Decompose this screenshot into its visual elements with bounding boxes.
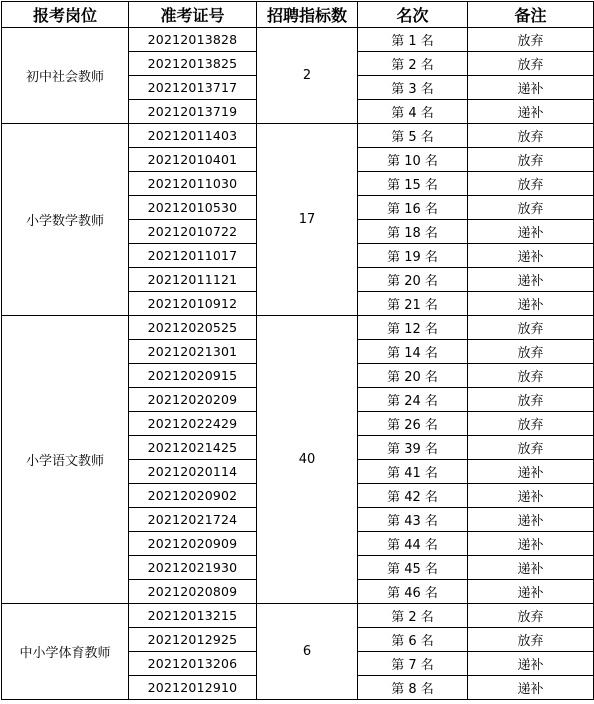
remark-cell: 递补 bbox=[468, 556, 594, 580]
rank-cell: 第 14 名 bbox=[358, 340, 468, 364]
rank-cell: 第 41 名 bbox=[358, 460, 468, 484]
table-row bbox=[2, 316, 594, 340]
rank-cell: 第 2 名 bbox=[358, 52, 468, 76]
exam-no-cell: 20212021425 bbox=[129, 436, 257, 460]
remark-cell: 递补 bbox=[468, 220, 594, 244]
rank-cell: 第 4 名 bbox=[358, 100, 468, 124]
exam-no-cell: 20212013719 bbox=[129, 100, 257, 124]
remark-cell: 放弃 bbox=[468, 172, 594, 196]
exam-no-cell: 20212020902 bbox=[129, 484, 257, 508]
rank-cell: 第 8 名 bbox=[358, 676, 468, 700]
rank-cell: 第 43 名 bbox=[358, 508, 468, 532]
rank-cell: 第 2 名 bbox=[358, 604, 468, 628]
table-body bbox=[2, 28, 594, 700]
exam-no-cell: 20212013206 bbox=[129, 652, 257, 676]
exam-no-cell: 20212013717 bbox=[129, 76, 257, 100]
remark-cell: 放弃 bbox=[468, 196, 594, 220]
quota-cell: 40 bbox=[257, 316, 358, 604]
rank-cell: 第 44 名 bbox=[358, 532, 468, 556]
exam-no-cell: 20212011403 bbox=[129, 124, 257, 148]
header-quota: 招聘指标数 bbox=[257, 2, 358, 28]
exam-no-cell: 20212011030 bbox=[129, 172, 257, 196]
remark-cell: 递补 bbox=[468, 76, 594, 100]
remark-cell: 放弃 bbox=[468, 628, 594, 652]
exam-no-cell: 20212020915 bbox=[129, 364, 257, 388]
rank-cell: 第 45 名 bbox=[358, 556, 468, 580]
position-cell: 初中社会教师 bbox=[2, 28, 129, 124]
exam-no-cell: 20212010722 bbox=[129, 220, 257, 244]
header-position: 报考岗位 bbox=[2, 2, 129, 28]
header-row bbox=[2, 2, 594, 28]
rank-cell: 第 6 名 bbox=[358, 628, 468, 652]
quota-cell: 6 bbox=[257, 604, 358, 700]
remark-cell: 递补 bbox=[468, 100, 594, 124]
remark-cell: 递补 bbox=[468, 676, 594, 700]
rank-cell: 第 5 名 bbox=[358, 124, 468, 148]
exam-no-cell: 20212013828 bbox=[129, 28, 257, 52]
exam-no-cell: 20212021930 bbox=[129, 556, 257, 580]
rank-cell: 第 39 名 bbox=[358, 436, 468, 460]
exam-no-cell: 20212012910 bbox=[129, 676, 257, 700]
remark-cell: 放弃 bbox=[468, 412, 594, 436]
remark-cell: 递补 bbox=[468, 532, 594, 556]
remark-cell: 放弃 bbox=[468, 604, 594, 628]
header-exam-no: 准考证号 bbox=[129, 2, 257, 28]
table-row bbox=[2, 124, 594, 148]
rank-cell: 第 18 名 bbox=[358, 220, 468, 244]
exam-no-cell: 20212010401 bbox=[129, 148, 257, 172]
remark-cell: 放弃 bbox=[468, 388, 594, 412]
rank-cell: 第 20 名 bbox=[358, 268, 468, 292]
position-cell: 中小学体育教师 bbox=[2, 604, 129, 700]
remark-cell: 放弃 bbox=[468, 28, 594, 52]
quota-cell: 17 bbox=[257, 124, 358, 316]
exam-no-cell: 20212021301 bbox=[129, 340, 257, 364]
position-cell: 小学数学教师 bbox=[2, 124, 129, 316]
remark-cell: 放弃 bbox=[468, 316, 594, 340]
rank-cell: 第 3 名 bbox=[358, 76, 468, 100]
table-row bbox=[2, 604, 594, 628]
remark-cell: 放弃 bbox=[468, 364, 594, 388]
remark-cell: 放弃 bbox=[468, 340, 594, 364]
rank-cell: 第 46 名 bbox=[358, 580, 468, 604]
remark-cell: 放弃 bbox=[468, 148, 594, 172]
remark-cell: 递补 bbox=[468, 460, 594, 484]
remark-cell: 递补 bbox=[468, 508, 594, 532]
rank-cell: 第 15 名 bbox=[358, 172, 468, 196]
table-row bbox=[2, 28, 594, 52]
exam-no-cell: 20212020114 bbox=[129, 460, 257, 484]
exam-no-cell: 20212013825 bbox=[129, 52, 257, 76]
remark-cell: 放弃 bbox=[468, 436, 594, 460]
exam-no-cell: 20212013215 bbox=[129, 604, 257, 628]
exam-no-cell: 20212010912 bbox=[129, 292, 257, 316]
exam-no-cell: 20212012925 bbox=[129, 628, 257, 652]
remark-cell: 递补 bbox=[468, 292, 594, 316]
exam-no-cell: 20212020525 bbox=[129, 316, 257, 340]
exam-no-cell: 20212011017 bbox=[129, 244, 257, 268]
remark-cell: 放弃 bbox=[468, 124, 594, 148]
rank-cell: 第 1 名 bbox=[358, 28, 468, 52]
results-table bbox=[1, 1, 594, 700]
rank-cell: 第 19 名 bbox=[358, 244, 468, 268]
rank-cell: 第 26 名 bbox=[358, 412, 468, 436]
remark-cell: 递补 bbox=[468, 652, 594, 676]
rank-cell: 第 42 名 bbox=[358, 484, 468, 508]
header-remark: 备注 bbox=[468, 2, 594, 28]
rank-cell: 第 20 名 bbox=[358, 364, 468, 388]
quota-cell: 2 bbox=[257, 28, 358, 124]
remark-cell: 递补 bbox=[468, 484, 594, 508]
remark-cell: 递补 bbox=[468, 244, 594, 268]
exam-no-cell: 20212020809 bbox=[129, 580, 257, 604]
rank-cell: 第 10 名 bbox=[358, 148, 468, 172]
rank-cell: 第 21 名 bbox=[358, 292, 468, 316]
rank-cell: 第 12 名 bbox=[358, 316, 468, 340]
rank-cell: 第 7 名 bbox=[358, 652, 468, 676]
remark-cell: 递补 bbox=[468, 580, 594, 604]
exam-no-cell: 20212021724 bbox=[129, 508, 257, 532]
header-rank: 名次 bbox=[358, 2, 468, 28]
remark-cell: 放弃 bbox=[468, 52, 594, 76]
rank-cell: 第 24 名 bbox=[358, 388, 468, 412]
rank-cell: 第 16 名 bbox=[358, 196, 468, 220]
exam-no-cell: 20212011121 bbox=[129, 268, 257, 292]
position-cell: 小学语文教师 bbox=[2, 316, 129, 604]
exam-no-cell: 20212022429 bbox=[129, 412, 257, 436]
exam-no-cell: 20212020209 bbox=[129, 388, 257, 412]
exam-no-cell: 20212010530 bbox=[129, 196, 257, 220]
exam-no-cell: 20212020909 bbox=[129, 532, 257, 556]
remark-cell: 递补 bbox=[468, 268, 594, 292]
